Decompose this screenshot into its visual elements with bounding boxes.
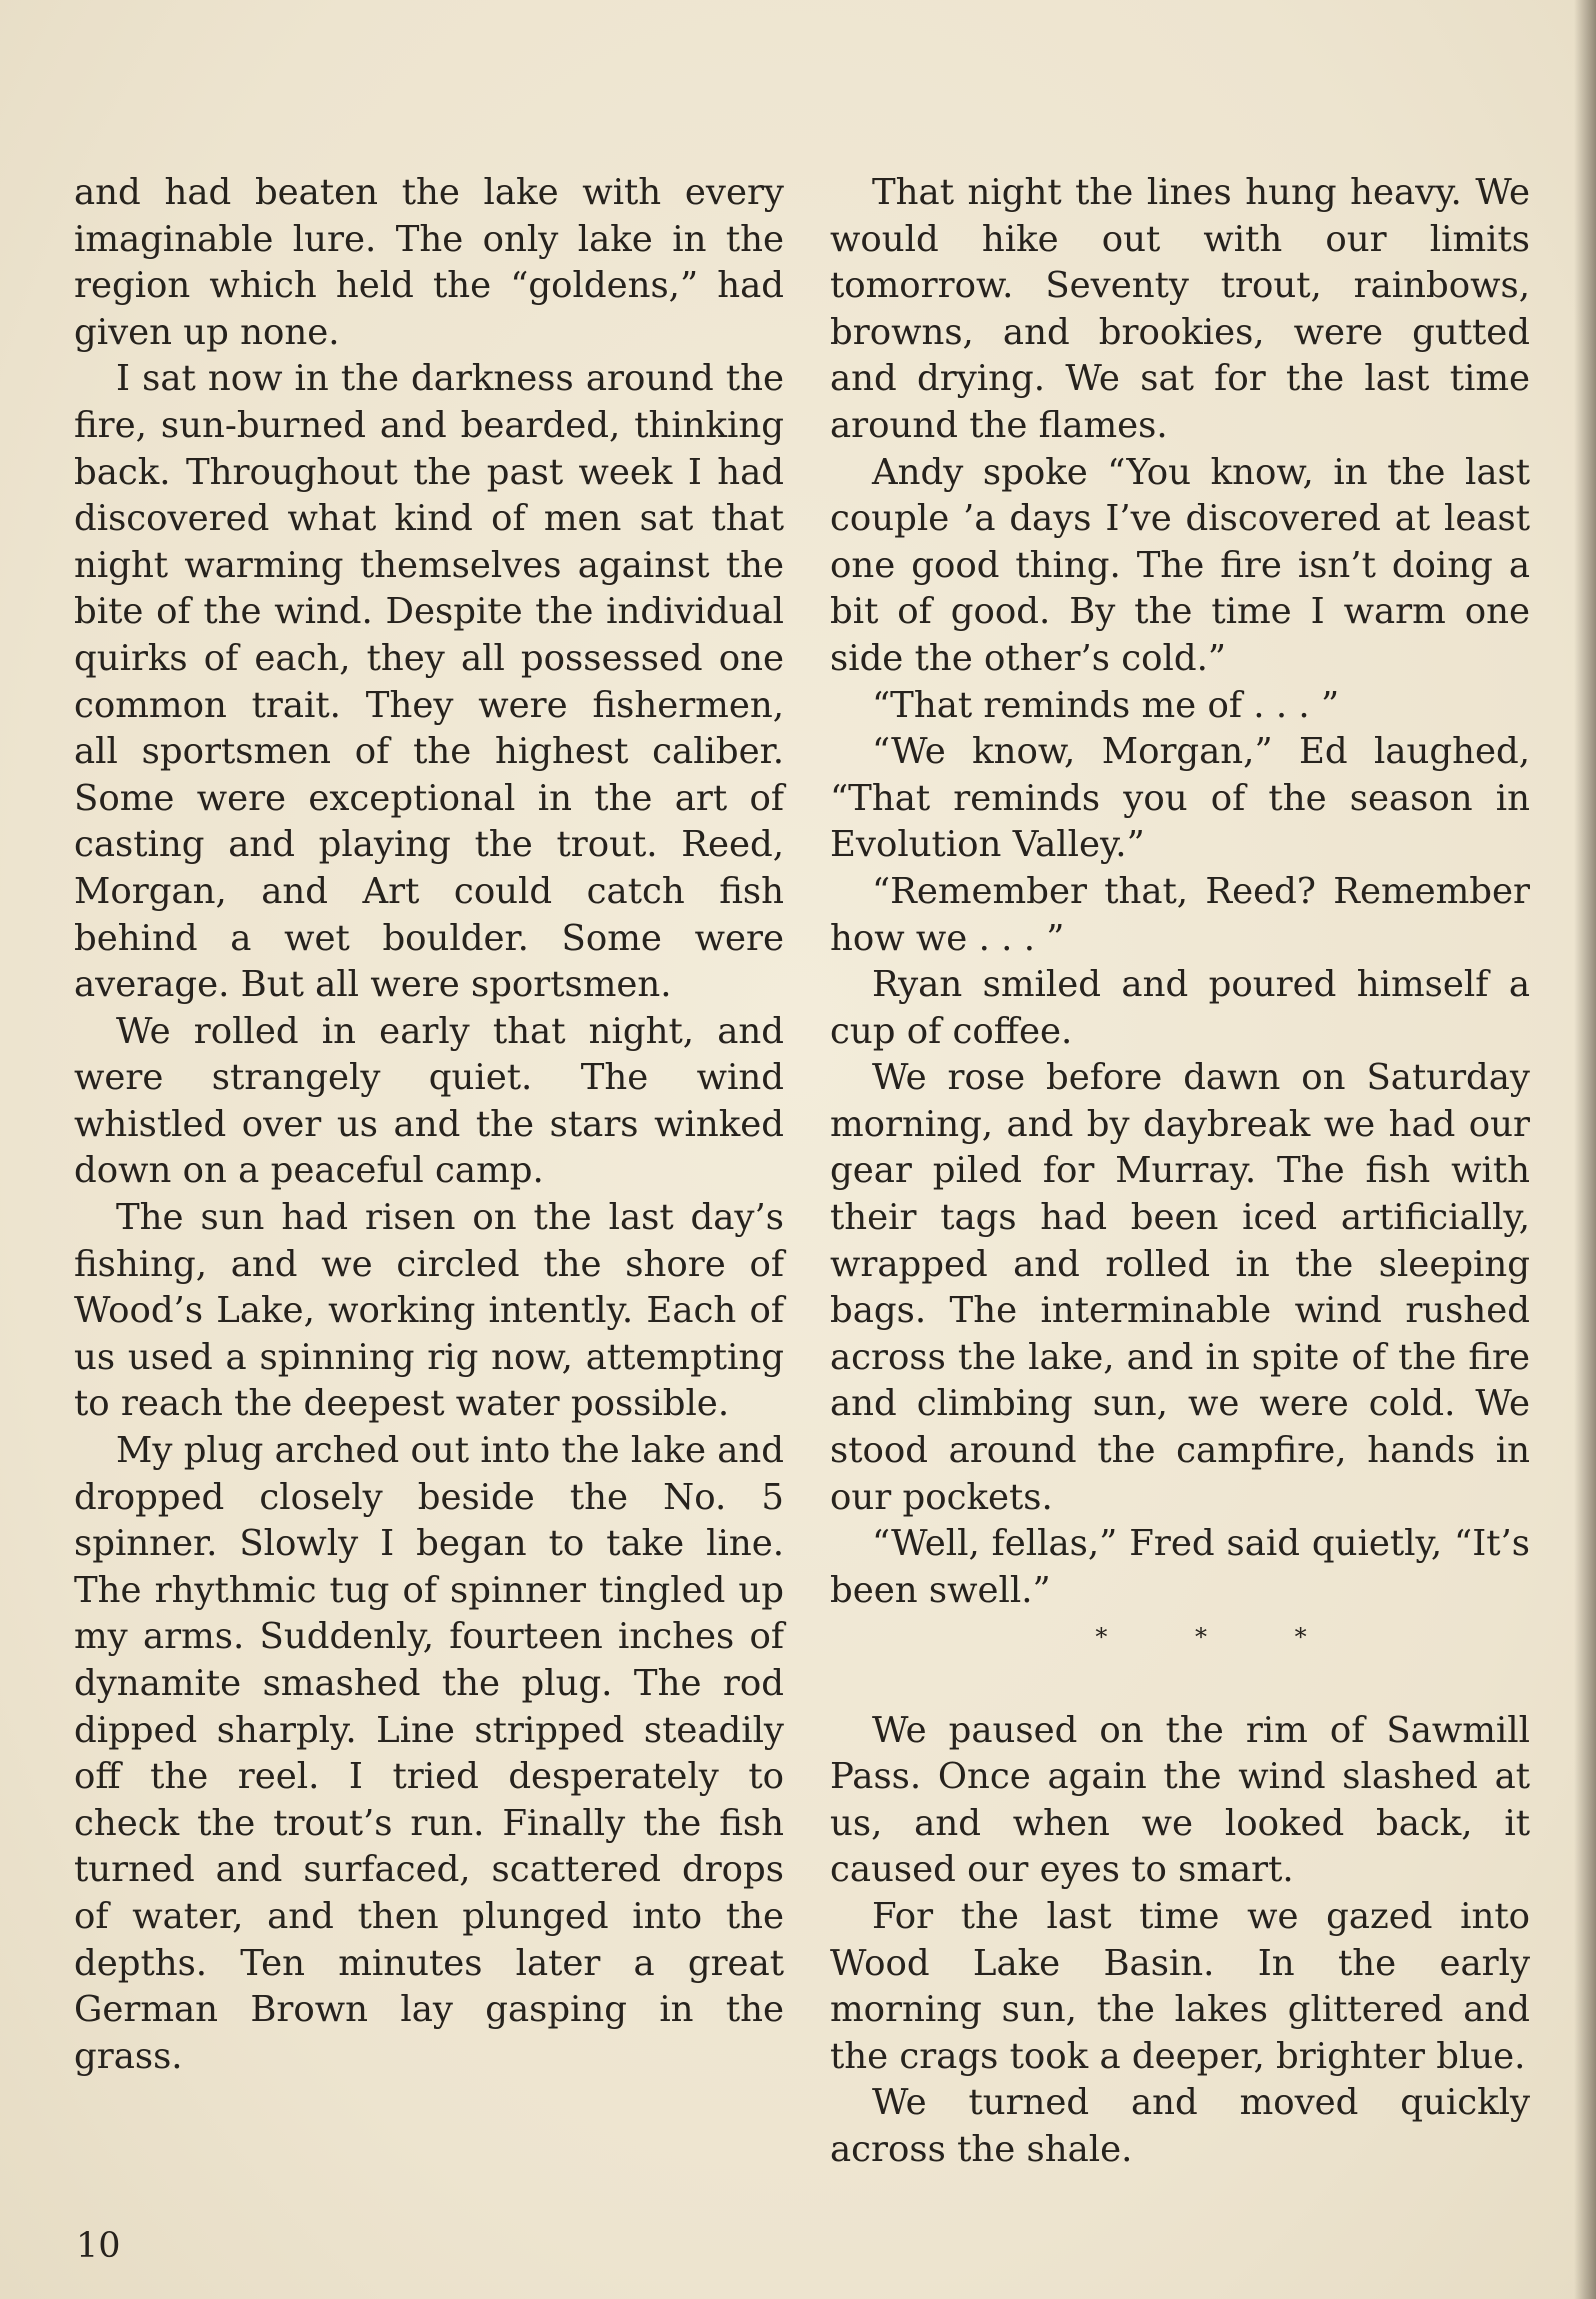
paragraph: and had beaten the lake with every imaginable lure. The only lake in the region which held the “goldens,” had given up none. (74, 172, 784, 353)
paragraph: Ryan smiled and poured himself a cup of coffee. (830, 964, 1530, 1052)
paragraph: We rose before dawn on Saturday morning, and by daybreak we had our gear piled for Murray. The fish with their tags had been iced artificially, wrapped and rolled in the sleeping bags. The interminable wind rushed across the lake, and in spite of the fire and climbing sun, we were cold. We stood around the campfire, hands in our pockets. (830, 1057, 1530, 1518)
right-text-column (830, 170, 1530, 2174)
page-edge-shadow (1574, 0, 1596, 2299)
page-number: 10 (76, 2226, 121, 2266)
paragraph: “Well, fellas,” Fred said quietly, “It’s been swell.” (830, 1523, 1530, 1611)
paragraph: We paused on the rim of Sawmill Pass. Once again the wind slashed at us, and when we looked back, it caused our eyes to smart. (830, 1709, 1530, 1891)
paragraph: Andy spoke “You know, in the last couple ’a days I’ve discovered at least one good thing. The fire isn’t doing a bit of good. By the time I warm one side the other’s cold.” (830, 451, 1530, 679)
paragraph: For the last time we gazed into Wood Lake Basin. In the early morning sun, the lakes glittered and the crags took a deeper, brighter blue. (830, 1895, 1530, 2077)
paragraph: That night the lines hung heavy. We would hike out with our limits tomorrow. Seventy trout, rainbows, browns, and brookies, were gutted and drying. We sat for the last time around the flames. (830, 172, 1530, 446)
paragraph: “That reminds me of . . . ” (872, 684, 1340, 726)
paragraph: “We know, Morgan,” Ed laughed, “That reminds you of the season in Evolution Valley.” (830, 731, 1530, 866)
section-break: * * * (1095, 1623, 1347, 1652)
paragraph: The sun had risen on the last day’s fishing, and we circled the shore of Wood’s Lake, working intently. Each of us used a spinning rig now, attempting to reach the deepest water possible. (74, 1197, 784, 1425)
paragraph: I sat now in the darkness around the fire, sun-burned and bearded, thinking back. Throughout the past week I had discovered what kind of men sat that night warming themselves against the bite of the wind. Despite the individual quirks of each, they all possessed one common trait. They were fishermen, all sportsmen of the highest caliber. Some were exceptional in the art of casting and playing the trout. Reed, Morgan, and Art could catch fish behind a wet boulder. Some were average. But all were sportsmen. (74, 358, 784, 1006)
paragraph: “Remember that, Reed? Remember how we . . . ” (830, 870, 1530, 959)
paragraph: We turned and moved quickly across the shale. (830, 2082, 1530, 2170)
left-text-column (74, 170, 784, 2080)
paragraph: We rolled in early that night, and were strangely quiet. The wind whistled over us and the stars winked down on a peaceful camp. (74, 1010, 784, 1192)
paragraph: My plug arched out into the lake and dropped closely beside the No. 5 spinner. Slowly I began to take line. The rhythmic tug of spinner tingled up my arms. Suddenly, fourteen inches of dynamite smashed the plug. The rod dipped sharply. Line stripped steadily off the reel. I tried desperately to check the trout’s run. Finally the fish turned and surfaced, scattered drops of water, and then plunged into the depths. Ten minutes later a great German Brown lay gasping in the grass. (74, 1430, 784, 2077)
spacer (830, 1661, 1530, 1708)
